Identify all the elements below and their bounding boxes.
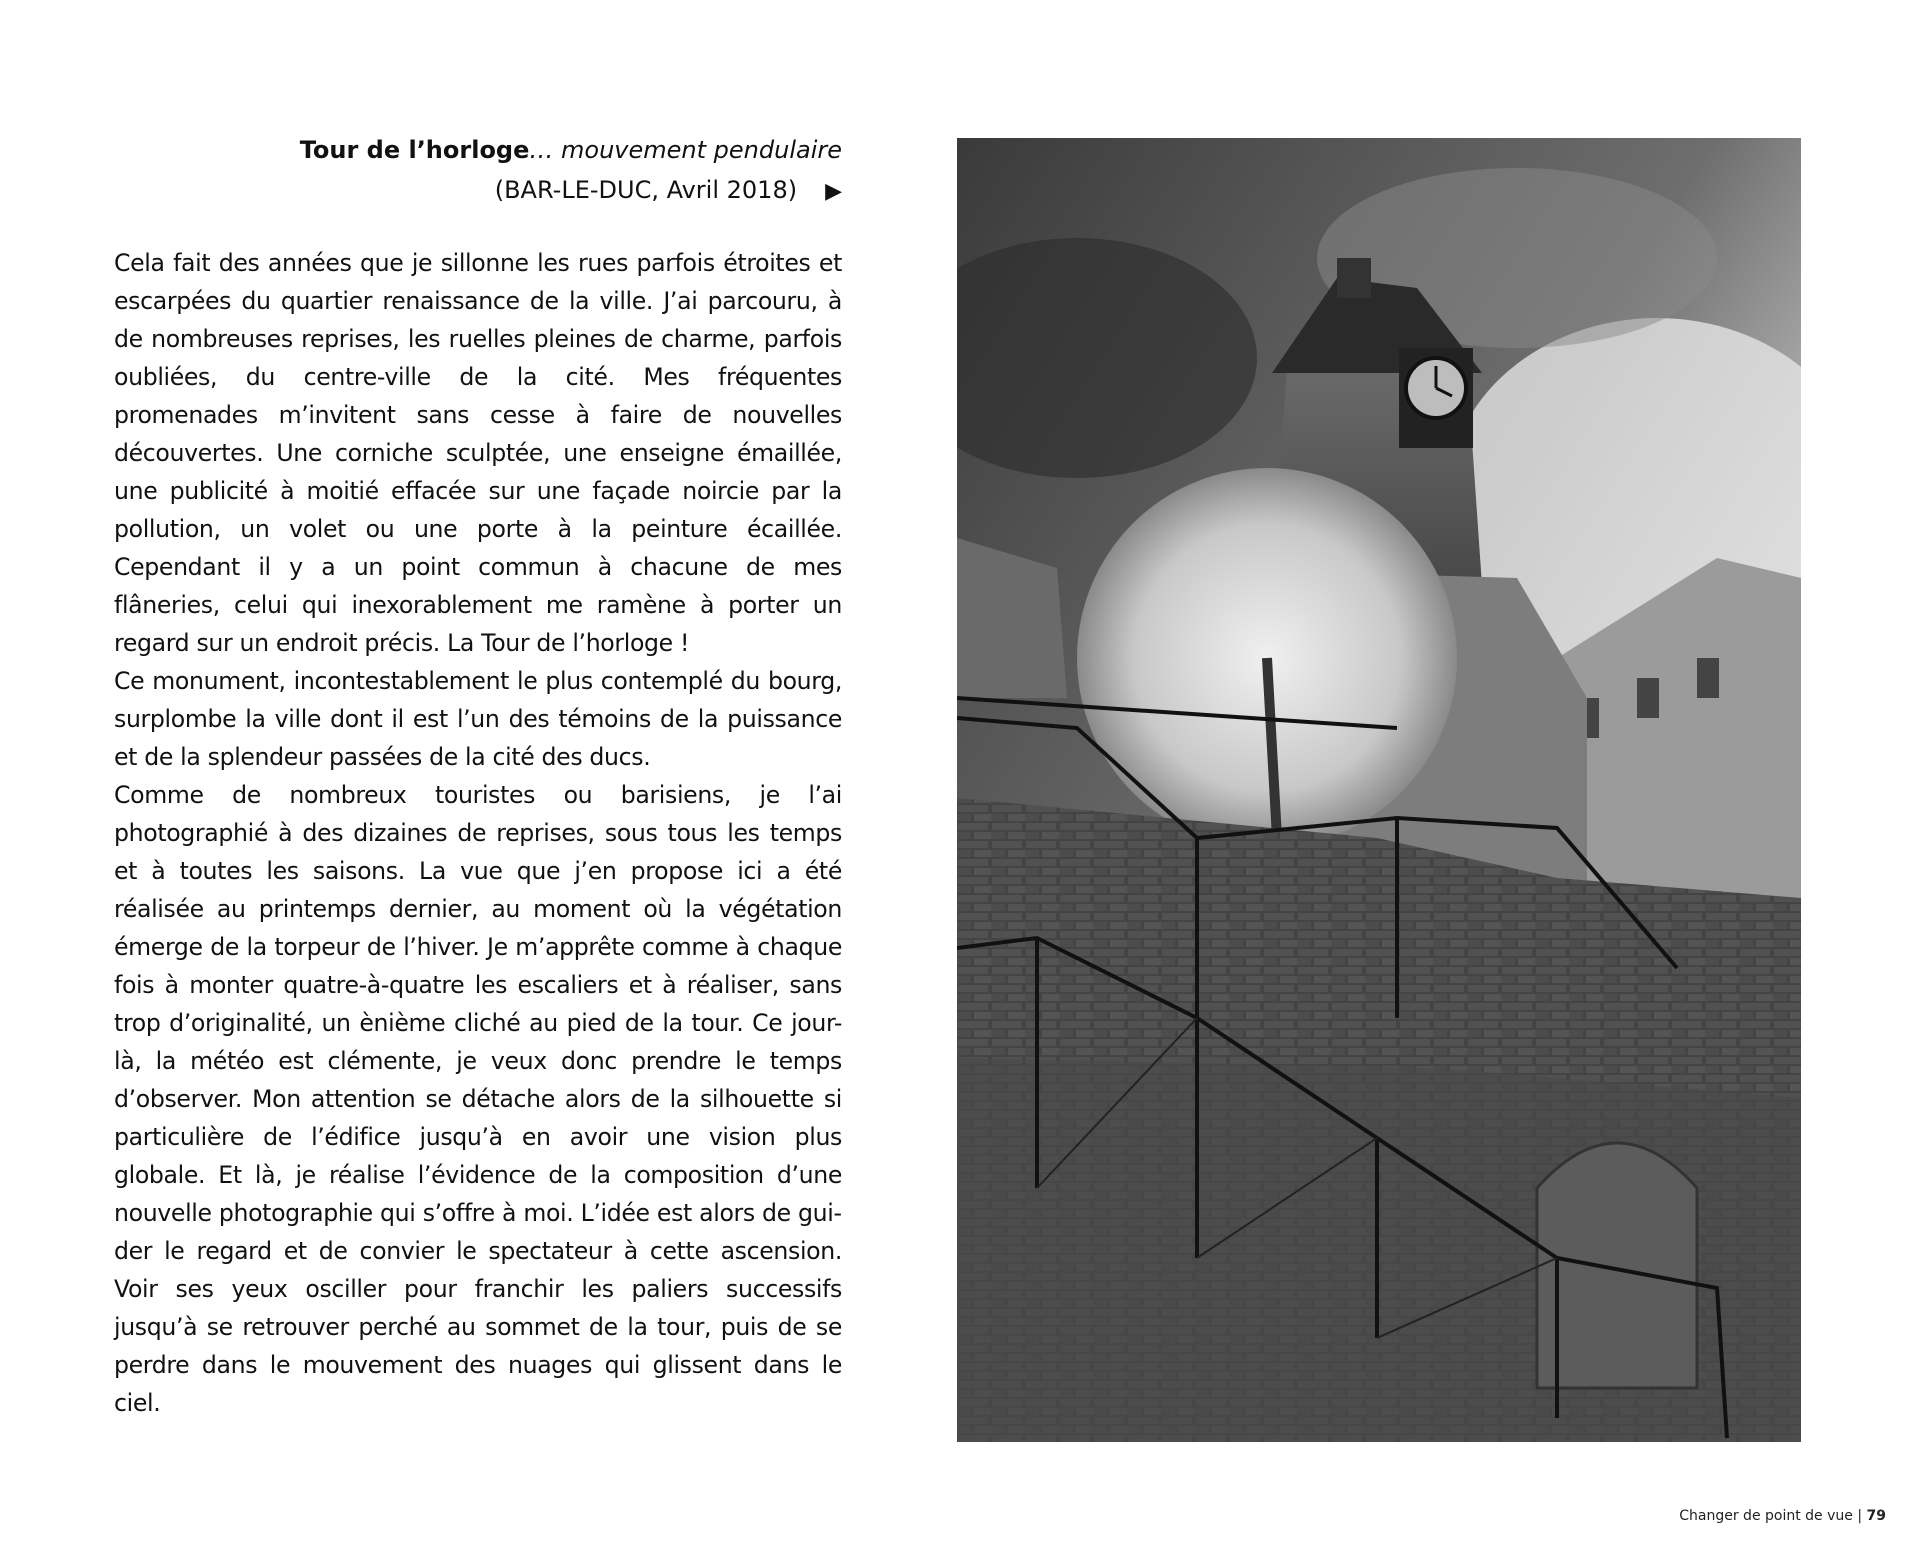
title-italic: … mouvement pendulaire bbox=[529, 136, 842, 164]
paragraph: Cela fait des années que je sillonne les rues parfois étroites et escarpées du quartier renaissance de la ville. J’ai parcouru, à de nombreuses reprises, les ruelles pleines de charme, parfois oubliées, du centre-ville de la cité. Mes fréquentes promenades m’invitent sans cesse à faire de nouvelles découvertes. Une corniche sculptée, une enseigne émaillée, une publicité à moitié effacée sur une façade noircie par la pollution, un volet ou une porte à la peinture écaillée. Cependant il y a un point commun à chacune de mes flâneries, celui qui inexorablement me ramène à porter un regard sur un endroit précis. La Tour de l’horloge ! bbox=[114, 249, 842, 657]
page-footer bbox=[1679, 1508, 1886, 1524]
heading-subtitle-line bbox=[114, 170, 842, 212]
photo-heading bbox=[114, 130, 842, 212]
paragraph: Comme de nombreux touristes ou barisiens, je l’ai photographié à des dizaines de reprises, sous tous les temps et à toutes les saisons. La vue que j’en propose ici a été réalisée au printemps dernier, au moment où la végétation émerge de la torpeur de l’hiver. Je m’apprête comme à chaque fois à monter quatre-à-quatre les escaliers et à réaliser, sans trop d’originalité, un ènième cliché au pied de la tour. Ce jour-là, la météo est clémente, je veux donc prendre le temps d’observer. Mon attention se détache alors de la silhouette si particulière de l’édifice jusqu’à en avoir une vision plus globale. Et là, je réalise l’évidence de la composition d’une nouvelle photographie qui s’offre à moi. L’idée est alors de guider le regard et de convier le spectateur à cette ascension. Voir ses yeux osciller pour franchir les paliers successifs jusqu’à se retrouver perché au sommet de la tour, puis de se perdre dans le mouvement des nuages qui glissent dans le ciel. bbox=[114, 781, 842, 1417]
place-date: (BAR-LE-DUC, Avril 2018) bbox=[494, 176, 798, 204]
body-text bbox=[114, 244, 842, 1422]
page-number: 79 bbox=[1866, 1508, 1886, 1524]
footer-separator: | bbox=[1857, 1508, 1863, 1524]
paragraph: Ce monument, incontestablement le plus contemplé du bourg, surplombe la ville dont il est l’un des témoins de la puissance et de la splendeur passées de la cité des ducs. bbox=[114, 667, 842, 771]
play-arrow-icon: ▶ bbox=[825, 179, 842, 204]
photo-illustration bbox=[957, 138, 1801, 1442]
section-title: Changer de point de vue bbox=[1679, 1508, 1853, 1524]
heading-title-line bbox=[114, 130, 842, 170]
clock-tower-photo bbox=[957, 138, 1801, 1442]
title-bold: Tour de l’horloge bbox=[299, 136, 530, 164]
